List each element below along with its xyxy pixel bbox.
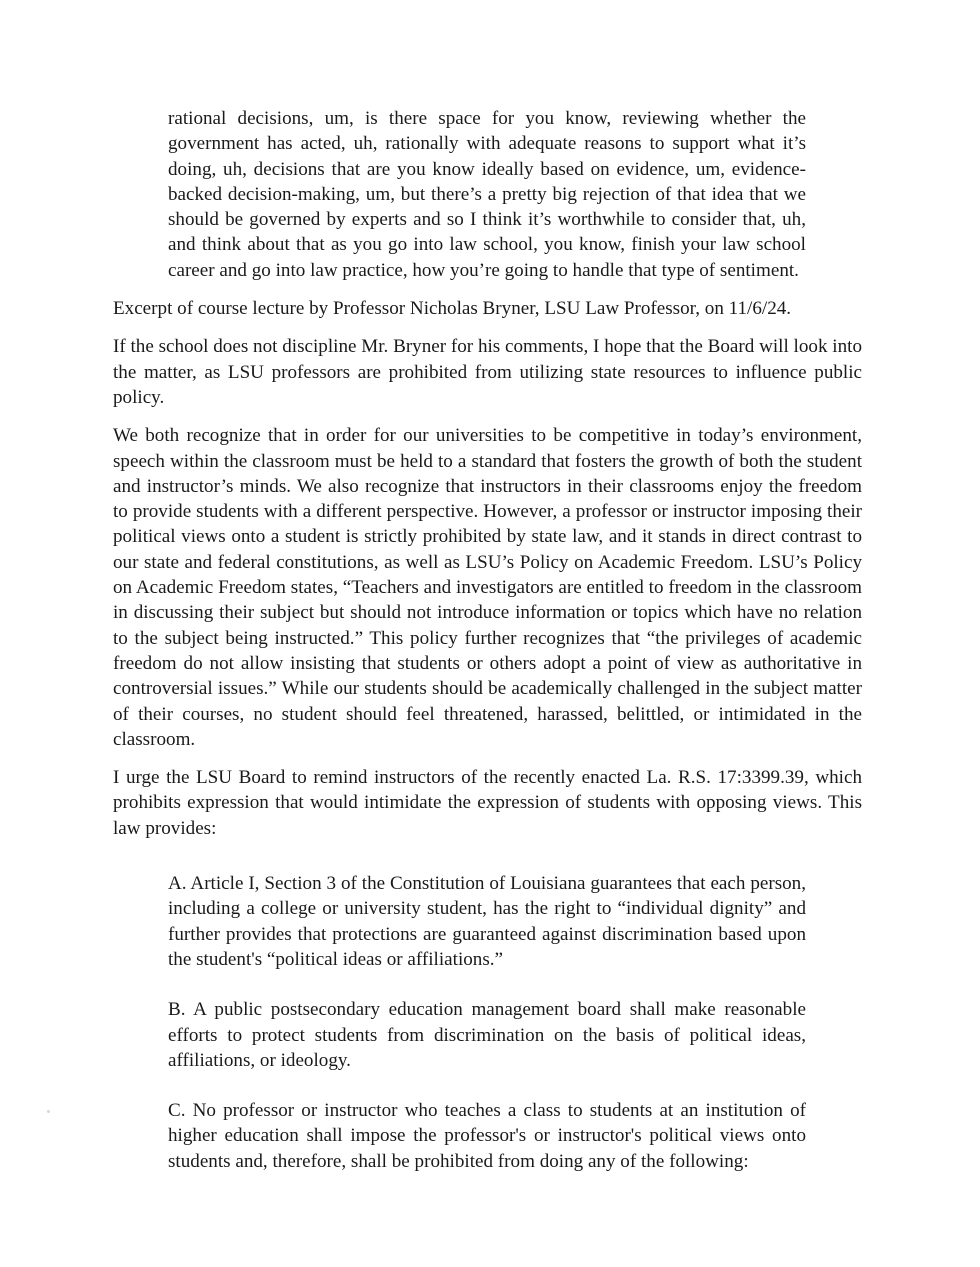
excerpt-attribution: Excerpt of course lecture by Professor Nicholas Bryner, LSU Law Professor, on 11/6/24. [113,298,792,320]
statute-item-gap [113,972,862,997]
statute-item-c: C. No professor or instructor who teaches a class to students at an institution of higher education shall impose the professor's or instructor's political views onto students and, therefore, shall be prohibited from doing any of the following: [168,1100,806,1172]
document-body [113,106,862,1174]
statute-list-spacer [113,854,862,871]
discipline-request-paragraph: If the school does not discipline Mr. Bryner for his comments, I hope that the Board will look into the matter, as LSU professors are prohibited from utilizing state resources to influence public policy. [113,336,862,408]
academic-freedom-paragraph: We both recognize that in order for our universities to be competitive in today’s environment, speech within the classroom must be held to a standard that fosters the growth of both the student and instructor’s minds. We also recognize that instructors in their classrooms enjoy the freedom to provide students with a different perspective. However, a professor or instructor imposing their political views onto a student is strictly prohibited by state law, and it stands in direct contrast to our state and federal constitutions, as well as LSU’s Policy on Academic Freedom. LSU’s Policy on Academic Freedom states, “Teachers and investigators are entitled to freedom in the classroom in discussing their subject but should not introduce information or topics which have no relation to the subject being instructed.” This policy further recognizes that “the privileges of academic freedom do not allow insisting that students or others adopt a point of view as authoritative in controversial issues.” While our students should be academically challenged in the subject matter of their courses, no student should feel threatened, harassed, belittled, or intimidated in the classroom. [113,425,862,750]
scan-speck [47,1110,50,1113]
statute-item-gap [113,1073,862,1098]
statute-item-a: A. Article I, Section 3 of the Constitution of Louisiana guarantees that each person, including a college or university student, has the right to “individual dignity” and further provides that protections are guaranteed against discrimination based upon the student's “political ideas or affiliations.” [168,873,806,970]
statute-intro-paragraph: I urge the LSU Board to remind instructors of the recently enacted La. R.S. 17:3399.39, which prohibits expression that would intimidate the expression of students with opposing views. This law provides: [113,767,862,839]
statute-item-b: B. A public postsecondary education management board shall make reasonable efforts to protect students from discrimination on the basis of political ideas, affiliations, or ideology. [168,999,806,1071]
lecture-excerpt-quote: rational decisions, um, is there space for you know, reviewing whether the government has acted, uh, rationally with adequate reasons to support what it’s doing, uh, decisions that are you know ideally based on evidence, um, evidence-backed decision-making, um, but there’s a pretty big rejection of that idea that we should be governed by experts and so I think it’s worthwhile to consider that, uh, and think about that as you go into law school, you know, finish your law school career and go into law practice, how you’re going to handle that type of sentiment. [168,108,806,281]
